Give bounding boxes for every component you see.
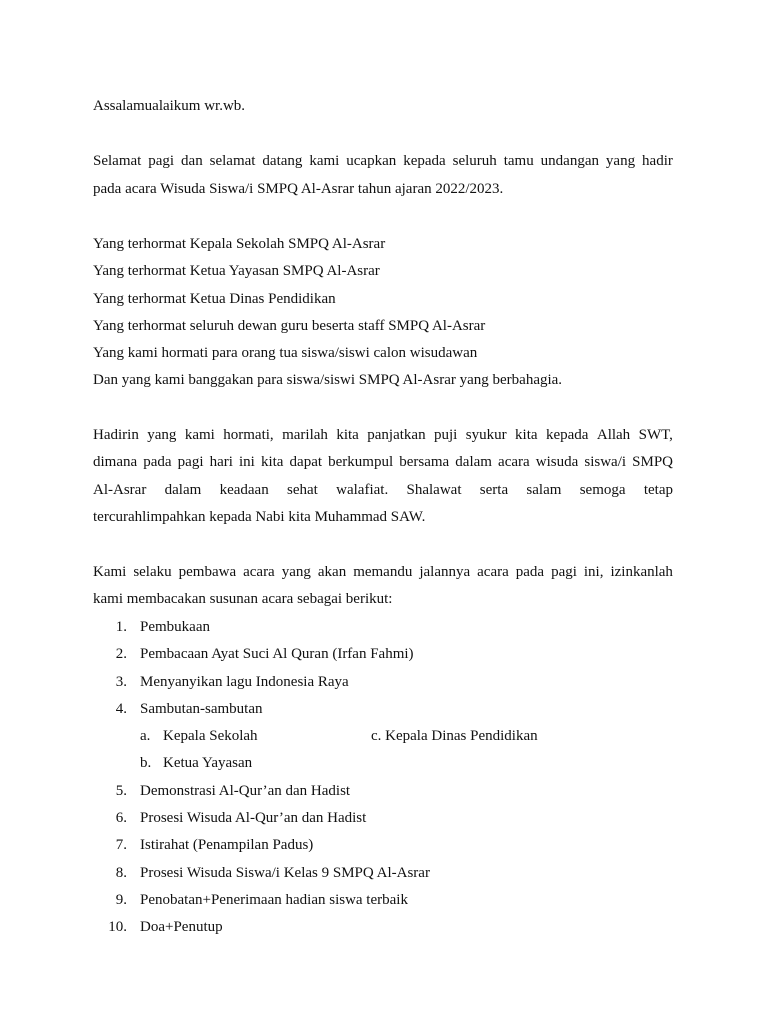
- word: yang: [605, 153, 636, 169]
- list-item-number: 5.: [115, 783, 127, 799]
- word: syukur: [465, 427, 507, 443]
- word: yang: [281, 564, 311, 580]
- list-item-text: Prosesi Wisuda Al-Qur’an dan Hadist: [140, 810, 367, 826]
- word: acara: [477, 564, 509, 580]
- word: memandu: [353, 564, 413, 580]
- list-item-text: Doa+Penutup: [140, 919, 223, 935]
- word: pagi: [148, 153, 175, 169]
- word: marilah: [282, 427, 328, 443]
- word: Allah: [596, 427, 631, 443]
- honorific-line: Yang kami hormati para orang tua siswa/siswi calon wisudawan: [93, 345, 478, 361]
- word: undangan: [540, 153, 599, 169]
- word: salam: [526, 482, 562, 498]
- word: dan: [181, 153, 203, 169]
- list-item-text: Penobatan+Penerimaan hadian siswa terbaik: [140, 892, 408, 908]
- word: seluruh: [452, 153, 497, 169]
- intro-line-1: [93, 562, 673, 582]
- word: dimana: [93, 454, 138, 470]
- word: SMPQ: [632, 454, 673, 470]
- word: wisuda: [535, 454, 579, 470]
- word: hari: [209, 454, 233, 470]
- honorific-line: Yang terhormat seluruh dewan guru beserta staff SMPQ Al-Asrar: [93, 318, 486, 334]
- list-item-number: 2.: [115, 646, 127, 662]
- list-item-number: 9.: [115, 892, 127, 908]
- word: walafiat.: [336, 482, 389, 498]
- list-item-number: 4.: [115, 701, 127, 717]
- list-item-text: Demonstrasi Al-Qur’an dan Hadist: [140, 783, 351, 799]
- list-item-number: 8.: [115, 865, 127, 881]
- list-item-number: 1.: [115, 619, 127, 635]
- word: serta: [479, 482, 509, 498]
- word: kami: [309, 153, 340, 169]
- greeting: Assalamualaikum wr.wb.: [93, 98, 246, 114]
- word: Hadirin: [93, 427, 139, 443]
- word: yang: [147, 427, 177, 443]
- list-item-text: Menyanyikan lagu Indonesia Raya: [140, 674, 349, 690]
- word: acara: [498, 454, 530, 470]
- word: sehat: [287, 482, 318, 498]
- word: ini,: [583, 564, 604, 580]
- word: berkumpul: [328, 454, 394, 470]
- list-item-text: Pembukaan: [140, 619, 210, 635]
- word: pada: [515, 564, 545, 580]
- welcome-line-2: pada acara Wisuda Siswa/i SMPQ Al-Asrar tahun ajaran 2022/2023.: [93, 181, 504, 197]
- word: dalam: [455, 454, 492, 470]
- list-item-number: 10.: [108, 919, 127, 935]
- sub-item-text: Ketua Yayasan: [163, 755, 253, 771]
- sub-item-label: b.: [140, 755, 152, 771]
- word: Al-Asrar: [93, 482, 147, 498]
- word: semoga: [579, 482, 626, 498]
- honorific-line: Dan yang kami banggakan para siswa/siswi SMPQ Al-Asrar yang berbahagia.: [93, 372, 563, 388]
- word: dalam: [164, 482, 202, 498]
- honorific-line: Yang terhormat Kepala Sekolah SMPQ Al-Asrar: [93, 236, 386, 252]
- gratitude-line-4: tercurahlimpahkan kepada Nabi kita Muhammad SAW.: [93, 509, 426, 525]
- word: bersama: [399, 454, 450, 470]
- word: Shalawat: [406, 482, 462, 498]
- word: kepada: [403, 153, 446, 169]
- word: panjatkan: [367, 427, 426, 443]
- list-item-number: 7.: [115, 837, 127, 853]
- word: izinkanlah: [610, 564, 673, 580]
- list-item-text: Prosesi Wisuda Siswa/i Kelas 9 SMPQ Al-Asrar: [140, 865, 430, 881]
- word: selaku: [133, 564, 172, 580]
- word: dapat: [289, 454, 323, 470]
- gratitude-line-1: [93, 425, 673, 445]
- word: acara: [243, 564, 275, 580]
- word: pada: [143, 454, 172, 470]
- word: keadaan: [219, 482, 269, 498]
- gratitude-line-2: [93, 452, 673, 472]
- honorific-line: Yang terhormat Ketua Dinas Pendidikan: [93, 291, 336, 307]
- word: ucapkan: [346, 153, 397, 169]
- word: ini: [239, 454, 255, 470]
- word: tetap: [643, 482, 673, 498]
- list-item-text: Pembacaan Ayat Suci Al Quran (Irfan Fahmi): [140, 646, 414, 662]
- word: pagi: [177, 454, 204, 470]
- gratitude-line-3: [93, 480, 673, 500]
- word: SWT,: [638, 427, 673, 443]
- word: puji: [434, 427, 458, 443]
- word: pagi: [551, 564, 577, 580]
- intro-line-2: kami membacakan susunan acara sebagai berikut:: [93, 591, 393, 607]
- list-item-text: Istirahat (Penampilan Padus): [140, 837, 314, 853]
- word: hormati,: [223, 427, 274, 443]
- list-item-number: 3.: [115, 674, 127, 690]
- word: jalannya: [419, 564, 471, 580]
- list-item-text: Sambutan-sambutan: [140, 701, 263, 717]
- word: hadir: [642, 153, 673, 169]
- word: akan: [317, 564, 347, 580]
- honorific-line: Yang terhormat Ketua Yayasan SMPQ Al-Asrar: [93, 263, 380, 279]
- word: tamu: [503, 153, 534, 169]
- word: Kami: [93, 564, 127, 580]
- word: kepada: [545, 427, 589, 443]
- sub-item-text: Kepala Sekolah: [163, 728, 258, 744]
- list-item-number: 6.: [115, 810, 127, 826]
- welcome-line-1: [93, 151, 673, 171]
- word: pembawa: [178, 564, 237, 580]
- word: siswa/i: [584, 454, 627, 470]
- word: kita: [260, 454, 284, 470]
- word: kita: [336, 427, 359, 443]
- sub-item-label: a.: [140, 728, 151, 744]
- word: Selamat: [93, 153, 142, 169]
- word: selamat: [209, 153, 256, 169]
- word: kita: [515, 427, 538, 443]
- word: kami: [184, 427, 215, 443]
- word: datang: [262, 153, 303, 169]
- sub-item-text: c. Kepala Dinas Pendidikan: [371, 728, 538, 744]
